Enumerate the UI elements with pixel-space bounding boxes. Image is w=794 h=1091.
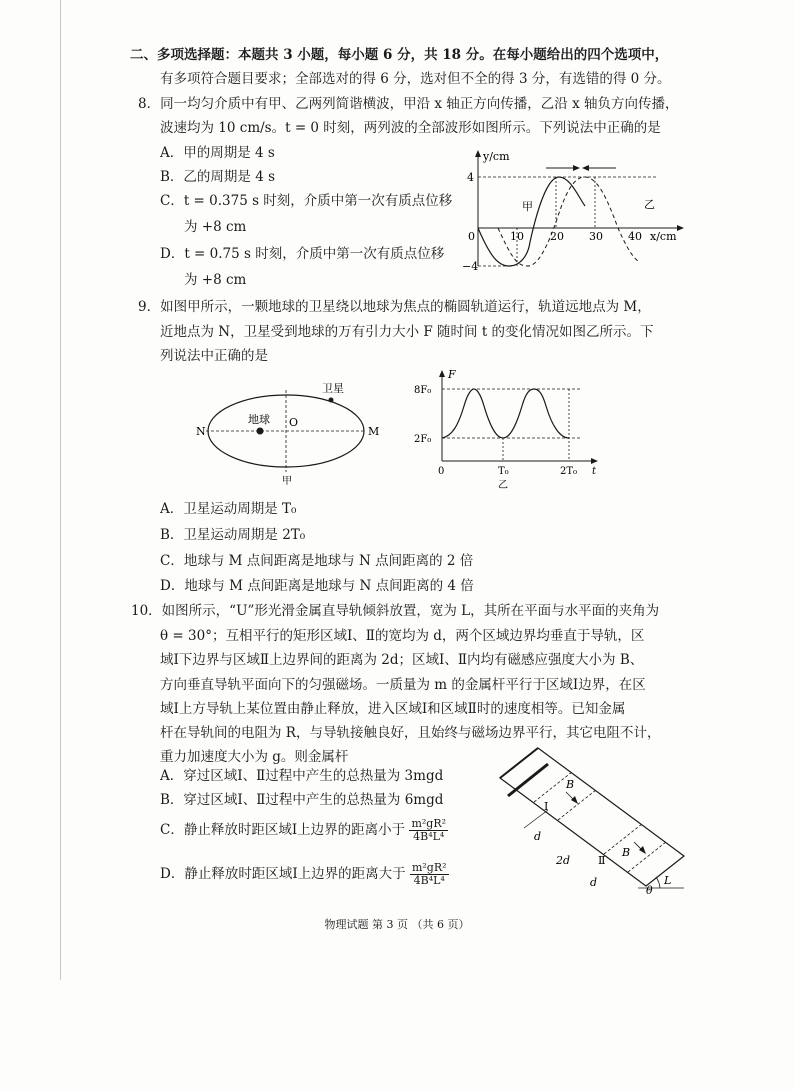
q8-xlabel: x/cm [650, 230, 677, 243]
q8-line2: 波速均为 10 cm/s。t = 0 时刻，两列波的全部波形如图所示。下列说法中正确的是 [160, 120, 661, 136]
q10-d2-label: d [590, 876, 598, 889]
q10-option-d-fraction [410, 862, 449, 887]
q8-option-b: B．乙的周期是 4 s [160, 169, 276, 185]
q9-origin: 0 [438, 466, 445, 477]
q8-tick-20: 20 [550, 230, 564, 243]
q10-option-d [160, 862, 449, 887]
page-footer: 物理试题 第 3 页 （共 6 页） [324, 918, 470, 931]
q8-origin: 0 [468, 230, 475, 243]
q9-2t0-label: 2T₀ [560, 466, 578, 477]
q10-rail-figure [488, 744, 698, 904]
satellite-dot [329, 398, 334, 403]
q9-option-b: B．卫星运动周期是 2T₀ [160, 527, 306, 543]
q9-option-a: A．卫星运动周期是 T₀ [160, 501, 297, 517]
fraction-numerator: m²gR² [411, 861, 447, 874]
q10-line7: 重力加速度大小为 g。则金属杆 [160, 749, 349, 765]
q10-d1-label: d [534, 830, 542, 843]
q9-t-label: t [592, 466, 597, 477]
q9-t0-label: T₀ [498, 466, 509, 477]
q8-y-bottom: −4 [462, 260, 479, 273]
wave-yi [498, 177, 638, 266]
scan-edge [60, 0, 61, 980]
q8-y-top: 4 [467, 171, 474, 184]
q10-option-c [160, 818, 448, 843]
q8-tick-30: 30 [589, 230, 603, 243]
q9-2f0-label: 2F₀ [414, 434, 432, 445]
q9-satellite-label: 卫星 [322, 382, 344, 395]
q9-force-graph [412, 366, 612, 491]
q10-line1: 10．如图所示，“U”形光滑金属直导轨倾斜放置，宽为 L，其所在平面与水平面的夹角为 [131, 603, 660, 619]
q9-caption-jia: 甲 [282, 476, 292, 486]
q10-option-a: A．穿过区域Ⅰ、Ⅱ过程中产生的总热量为 3mgd [160, 768, 444, 784]
q9-f-label: F [448, 368, 456, 381]
q10-option-c-text: C．静止释放时距区域Ⅰ上边界的距离小于 [160, 822, 406, 838]
q8-ylabel: y/cm [483, 150, 510, 163]
q10-option-b: B．穿过区域Ⅰ、Ⅱ过程中产生的总热量为 6mgd [160, 792, 444, 808]
q9-caption-yi: 乙 [498, 480, 508, 491]
q9-line2: 近地点为 N，卫星受到地球的万有引力大小 F 随时间 t 的变化情况如图乙所示。下 [160, 324, 654, 340]
q9-line1: 9．如图甲所示，一颗地球的卫星绕以地球为焦点的椭圆轨道运行，轨道远地点为 M， [138, 299, 651, 315]
q10-line3: 域Ⅰ下边界与区域Ⅱ上边界间的距离为 2d；区域Ⅰ、Ⅱ内均有磁感应强度大小为 B、 [160, 652, 644, 668]
q10-b1-label: B [566, 778, 575, 791]
force-curve [442, 389, 569, 438]
q8-tick-40: 40 [628, 230, 642, 243]
q8-option-c: C．t = 0.375 s 时刻，介质中第一次有质点位移 [160, 193, 453, 209]
q9-line3: 列说法中正确的是 [160, 348, 268, 364]
q9-earth-label: 地球 [248, 413, 270, 426]
fraction-denominator: 4B⁴L⁴ [413, 874, 445, 887]
q10-2d-label: 2d [556, 854, 571, 867]
q10-l-label: L [664, 874, 672, 887]
q8-wave-graph [458, 146, 688, 276]
q8-line1: 8．同一均匀介质中有甲、乙两列简谐横波，甲沿 x 轴正方向传播，乙沿 x 轴负方向传播， [138, 96, 679, 112]
q9-8f0-label: 8F₀ [414, 385, 432, 396]
q10-line5: 域Ⅰ上方导轨上某位置由静止释放，进入区域Ⅰ和区域Ⅱ时的速度相等。已知金属 [160, 701, 626, 717]
q8-option-d: D．t = 0.75 s 时刻，介质中第一次有质点位移 [160, 246, 445, 262]
metal-rod [508, 764, 548, 796]
q10-region-1-label: Ⅰ [544, 800, 549, 813]
q9-option-d: D．地球与 M 点间距离是地球与 N 点间距离的 4 倍 [160, 578, 474, 594]
q10-region-2-label: Ⅱ [598, 854, 606, 867]
section-title: 二、多项选择题：本题共 3 小题，每小题 6 分，共 18 分。在每小题给出的四个选项中， [130, 47, 669, 63]
q8-wave-label-jia: 甲 [522, 200, 533, 213]
q8-option-c-cont: 为 +8 cm [184, 219, 247, 235]
q10-b2-label: B [622, 846, 631, 859]
q9-option-c: C．地球与 M 点间距离是地球与 N 点间距离的 2 倍 [160, 553, 474, 569]
wave-jia [478, 177, 585, 266]
q9-center-label: O [289, 416, 299, 429]
q10-option-d-text: D．静止释放时距区域Ⅰ上边界的距离大于 [160, 866, 406, 882]
section-title-cont: 有多项符合题目要求；全部选对的得 6 分，选对但不全的得 3 分，有选错的得 0 分。 [160, 71, 671, 87]
q10-line4: 方向垂直导轨平面向下的匀强磁场。一质量为 m 的金属杆平行于区域Ⅰ边界，在区 [160, 677, 646, 693]
q8-option-d-cont: 为 +8 cm [184, 272, 247, 288]
q10-line6: 杆在导轨间的电阻为 R，与导轨接触良好，且始终与磁场边界平行，其它电阻不计， [160, 725, 661, 741]
q9-m-label: M [368, 425, 380, 438]
q10-option-c-fraction [409, 818, 448, 843]
fraction-numerator: m²gR² [411, 817, 447, 830]
fraction-denominator: 4B⁴L⁴ [413, 830, 445, 843]
earth-dot [257, 428, 264, 435]
q8-wave-label-yi: 乙 [644, 198, 655, 211]
q8-tick-10: 10 [510, 230, 524, 243]
q9-orbit-figure [190, 376, 390, 486]
q10-theta-label: θ [646, 884, 653, 897]
q8-option-a: A．甲的周期是 4 s [160, 145, 275, 161]
q10-line2: θ = 30°；互相平行的矩形区域Ⅰ、Ⅱ的宽均为 d，两个区域边界均垂直于导轨，区 [160, 628, 645, 644]
q9-n-label: N [196, 425, 206, 438]
